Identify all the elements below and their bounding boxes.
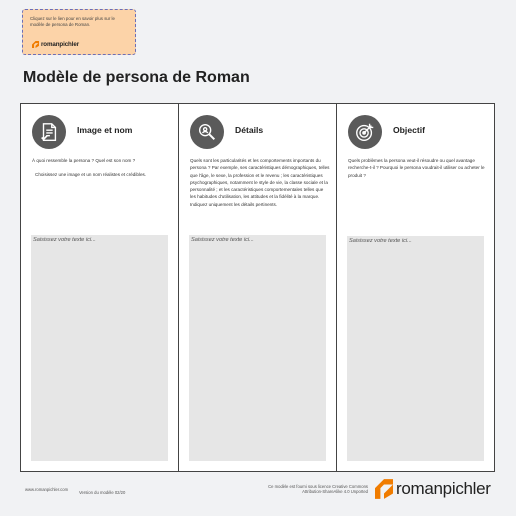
note-logo bbox=[32, 41, 79, 48]
magnifier-icon bbox=[190, 115, 224, 149]
brand-logo-icon bbox=[32, 41, 39, 48]
note-text: Cliquez sur le lien pour en savoir plus sur le modèle de persona de Roman. bbox=[30, 16, 115, 27]
info-note[interactable] bbox=[22, 9, 136, 55]
footer-version: Version du modèle 02/20 bbox=[79, 490, 126, 495]
target-icon bbox=[348, 115, 382, 149]
column-title: Objectif bbox=[393, 125, 425, 135]
footer-license: Ce modèle est fourni sous licence Creative Commons Attribution-ShareAlike 4.0 Unported bbox=[268, 484, 368, 495]
column-question: Quels sont les particularités et les comportements importants du persona ? Par exemple, ses caractéristiques démographiques, telles que l'âge, le sexe, la profession et le revenu ; les caractéristiques psychographiques, notamment le style de vie, la classe sociale et la personnalité ; et les caractéristiques comportementales telles que les habitudes d'utilisation, les attitudes et la fidélité à la marque. Indiquez uniquement les détails pertinents. bbox=[190, 158, 330, 207]
page-title: Modèle de persona de Roman bbox=[23, 69, 250, 86]
input-placeholder: Saisissez votre texte ici... bbox=[191, 237, 254, 243]
column-instruction: Choisissez une image et un nom réalistes et crédibles. bbox=[35, 172, 147, 177]
column-image-name bbox=[21, 104, 179, 471]
column-title: Image et nom bbox=[77, 125, 133, 135]
image-name-input[interactable] bbox=[31, 235, 168, 461]
footer-url[interactable]: www.romanpichler.com bbox=[25, 487, 69, 492]
footer-brand bbox=[375, 479, 491, 499]
column-title: Détails bbox=[235, 125, 264, 135]
column-question: À quoi ressemble la persona ? Quel est son nom ? bbox=[32, 158, 136, 163]
details-input[interactable] bbox=[189, 235, 326, 461]
input-placeholder: Saisissez votre texte ici... bbox=[349, 238, 412, 244]
note-logo-text: romanpichler bbox=[41, 41, 79, 48]
column-objective bbox=[337, 104, 494, 471]
brand-logo-icon bbox=[375, 479, 393, 499]
persona-board bbox=[20, 103, 495, 472]
column-details bbox=[179, 104, 337, 471]
objective-input[interactable] bbox=[347, 236, 484, 461]
brand-text: romanpichler bbox=[396, 479, 491, 498]
column-question: Quels problèmes la persona veut-il résoudre ou quel avantage recherche-t-il ? Pourquoi le persona voudrait-il utiliser ou acheter le produit ? bbox=[348, 158, 485, 178]
input-placeholder: Saisissez votre texte ici... bbox=[33, 237, 96, 243]
document-icon bbox=[32, 115, 66, 149]
